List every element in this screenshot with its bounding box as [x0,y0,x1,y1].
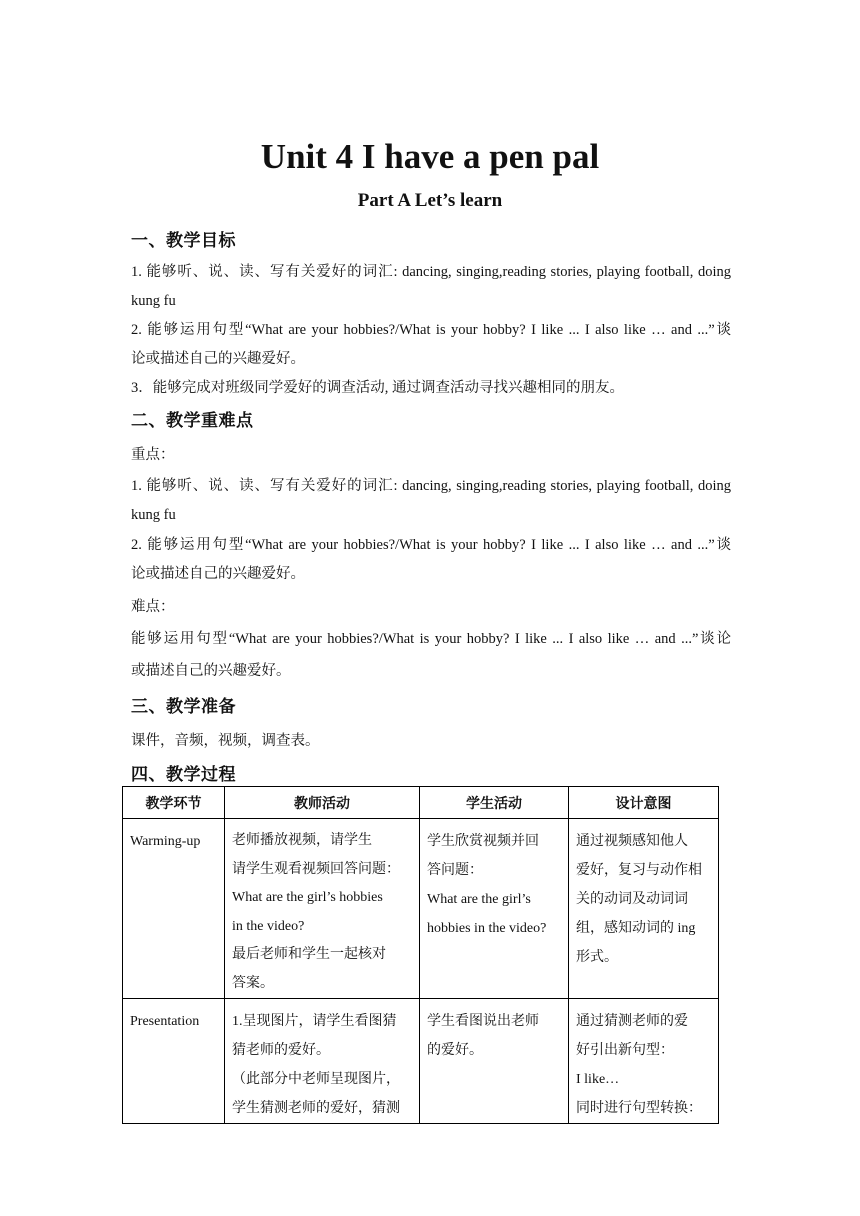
table-header-cell: 教师活动 [225,787,420,819]
cell-line: 组，感知动词的 ing [576,921,696,936]
cell-line: 猜老师的爱好。 [232,1043,330,1058]
key-point-line: 论或描述自己的兴趣爱好。 [131,566,305,582]
objective-line: 3．能够完成对班级同学爱好的调查活动, 通过调查活动寻找兴趣相同的朋友。 [131,380,624,396]
cell-line: I like… [576,1072,620,1087]
cell-line: 最后老师和学生一起核对 [232,947,386,962]
student-activity-cell [420,999,569,1124]
objective-line: 2. 能够运用句型“What are your hobbies?/What is your hobby? I like ... I also like … and ...”谈 [131,322,731,338]
cell-line: 答问题： [427,863,483,878]
stage-label: Presentation [130,1014,200,1029]
cell-line: 学生看图说出老师 [427,1014,539,1029]
key-point-line: 2. 能够运用句型“What are your hobbies?/What is your hobby? I like ... I also like … and ...”谈 [131,537,731,553]
table-header-cell: 设计意图 [569,787,719,819]
cell-line: 通过视频感知他人 [576,834,688,849]
objective-line: 论或描述自己的兴趣爱好。 [131,351,305,367]
document-subtitle: Part A Let’s learn [357,190,503,211]
cell-line: hobbies in the video? [427,921,547,936]
stage-cell [123,819,225,999]
cell-line: What are the girl’s [427,892,531,907]
design-intent-cell [569,819,719,999]
difficulty-line: 能够运用句型“What are your hobbies?/What is your hobby? I like ... I also like … and ...”谈论 [131,631,731,647]
cell-line: 通过猜测老师的爱 [576,1014,688,1029]
key-point-line: 重点： [131,447,175,463]
section-heading-objectives: 一、教学目标 [131,231,236,250]
design-intent-cell [569,999,719,1124]
cell-line: in the video? [232,918,305,934]
objective-line: kung fu [131,293,176,309]
preparation-line: 课件，音频，视频，调查表。 [131,733,320,749]
cell-line: 关的动词及动词词 [576,892,688,907]
section-heading-process: 四、教学过程 [131,765,236,784]
teaching-process-table [122,786,719,1124]
teacher-activity-cell [225,819,420,999]
table-header-cell: 教学环节 [123,787,225,819]
cell-line: （此部分中老师呈现图片， [232,1072,400,1087]
cell-line: 形式。 [576,950,618,965]
key-point-line: kung fu [131,507,176,523]
cell-line: What are the girl’s hobbies [232,890,383,905]
table-header-cell: 学生活动 [420,787,569,819]
cell-line: 1.呈现图片，请学生看图猜 [232,1014,397,1029]
cell-line: 学生猜测老师的爱好，猜测 [232,1101,400,1116]
cell-line: 的爱好。 [427,1043,483,1058]
section-heading-preparation: 三、教学准备 [131,697,236,716]
cell-line: 老师播放视频，请学生 [232,833,372,848]
cell-line: 学生欣赏视频并回 [427,834,539,849]
stage-cell [123,999,225,1124]
table-row [123,819,719,999]
cell-line: 请学生观看视频回答问题： [232,861,400,877]
objective-line: 1. 能够听、说、读、写有关爱好的词汇: dancing, singing,reading stories, playing football, doing [131,264,731,280]
difficulty-label: 难点： [131,599,175,615]
cell-line: 爱好，复习与动作相 [576,863,702,878]
table-header-row [123,787,719,819]
table-row [123,999,719,1124]
cell-line: 好引出新句型： [576,1043,674,1058]
student-activity-cell [420,819,569,999]
difficulty-line: 或描述自己的兴趣爱好。 [131,663,291,679]
key-point-line: 1. 能够听、说、读、写有关爱好的词汇: dancing, singing,reading stories, playing football, doing [131,478,731,494]
document-title: Unit 4 I have a pen pal [260,137,600,176]
stage-label: Warming-up [130,834,201,849]
cell-line: 答案。 [232,975,274,991]
teacher-activity-cell [225,999,420,1124]
cell-line: 同时进行句型转换： [576,1101,702,1116]
section-heading-key-points: 二、教学重难点 [131,411,254,430]
